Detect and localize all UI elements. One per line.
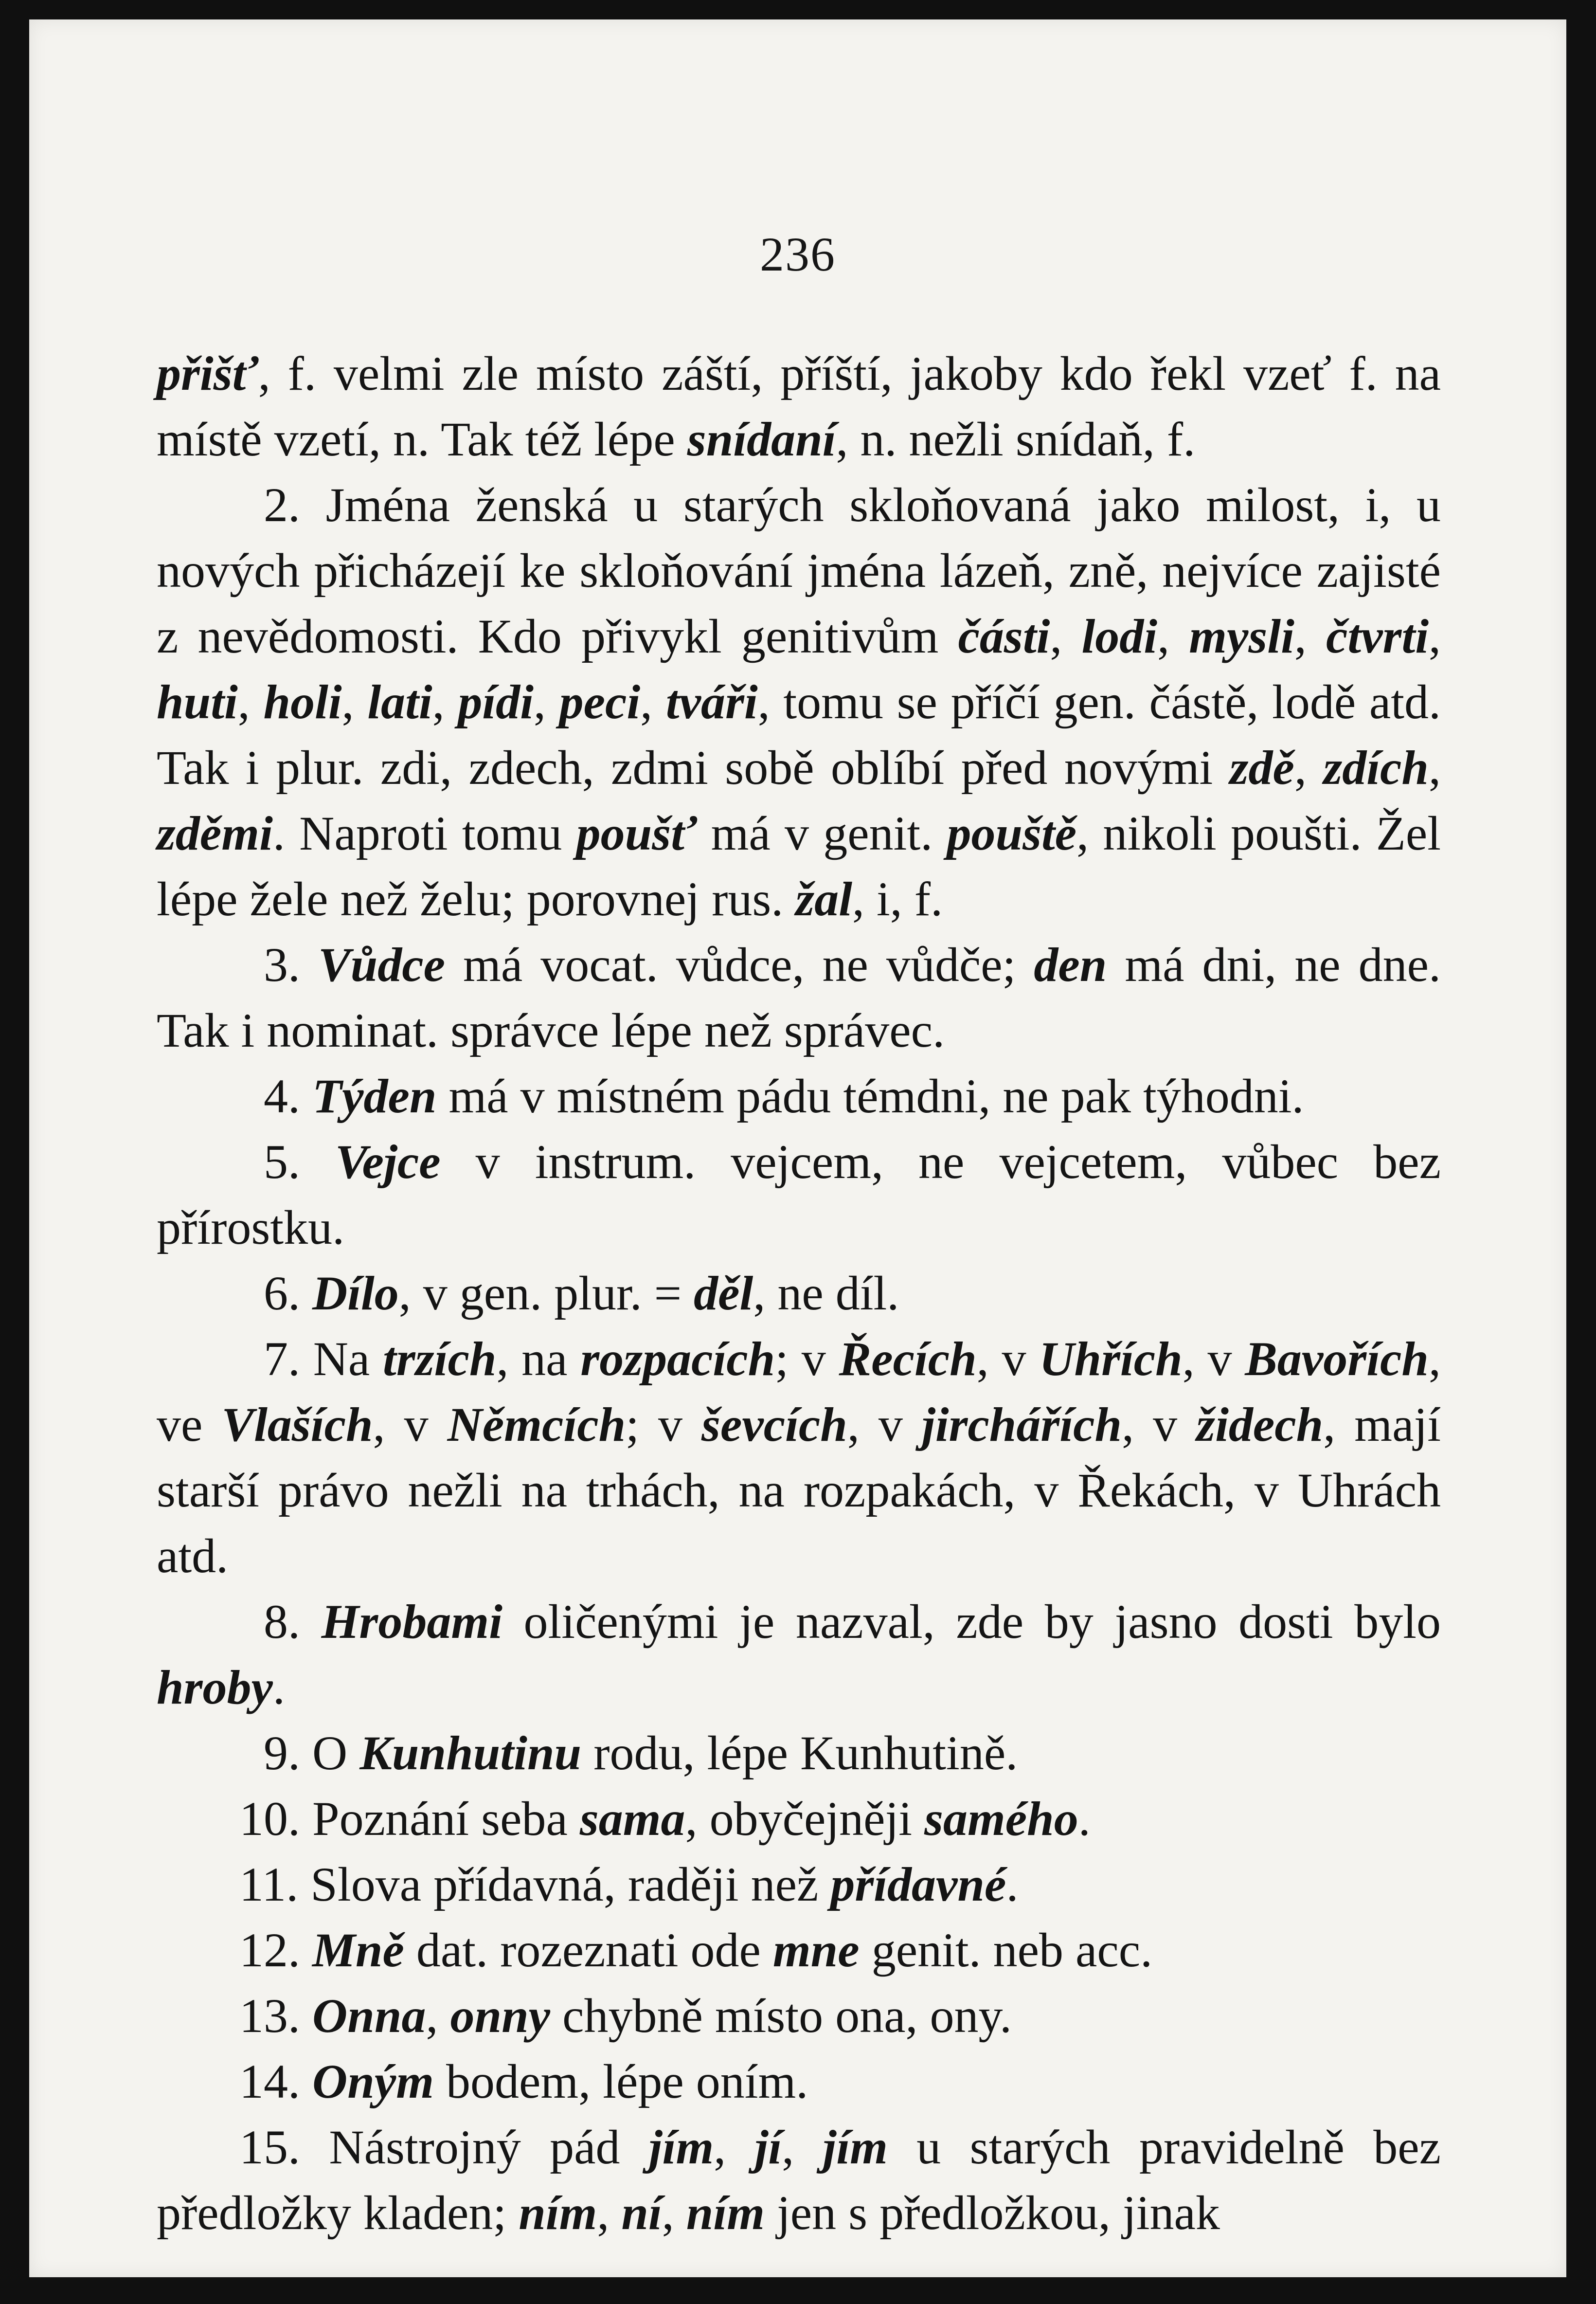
text-run: , tomu se příčí gen. částě, lodě atd. Tak i plur. zdi, zdech, zdmi sobě oblíbí před novými xyxy=(157,675,1441,795)
emphasized-word: části xyxy=(958,609,1050,663)
emphasized-word: Dílo xyxy=(312,1266,399,1320)
text-run: , xyxy=(1429,741,1441,795)
emphasized-word: hroby xyxy=(157,1660,273,1714)
text-run: v instrum. vejcem, ne vejcetem, vůbec bez přírostku. xyxy=(157,1135,1441,1254)
emphasized-word: Němcích xyxy=(447,1397,626,1451)
text-run: , v xyxy=(847,1397,922,1451)
emphasized-word: Vlaších xyxy=(221,1397,373,1451)
paragraph xyxy=(157,2049,1441,2114)
emphasized-word: Onna xyxy=(312,1989,426,2043)
page-number: 236 xyxy=(760,227,836,281)
text-run: . Naproti tomu xyxy=(272,806,576,860)
body-text xyxy=(157,341,1441,2246)
text-run: , obyčejněji xyxy=(685,1792,925,1846)
text-run: , xyxy=(341,675,368,729)
emphasized-word: Hrobami xyxy=(321,1595,502,1649)
text-run: 8. xyxy=(264,1595,322,1649)
text-run: 3. xyxy=(264,938,318,992)
text-run: , v gen. plur. = xyxy=(398,1266,694,1320)
emphasized-word: ním xyxy=(686,2186,765,2240)
emphasized-word: samého xyxy=(924,1792,1078,1846)
emphasized-word: sama xyxy=(579,1792,685,1846)
emphasized-word: Mně xyxy=(312,1923,404,1977)
emphasized-word: ním xyxy=(519,2186,597,2240)
paragraph xyxy=(157,2114,1441,2246)
text-run: , mají starší právo nežli na trhách, na rozpakách, v Řekách, v Uhrách atd. xyxy=(157,1397,1441,1583)
text-run: . xyxy=(1006,1857,1019,1911)
emphasized-word: onny xyxy=(450,1989,551,2043)
emphasized-word: snídaní xyxy=(687,412,836,466)
emphasized-word: zdě xyxy=(1229,741,1294,795)
text-run: , xyxy=(426,1989,450,2043)
text-run: , xyxy=(432,675,458,729)
emphasized-word: mysli xyxy=(1189,609,1294,663)
text-run: 12. xyxy=(239,1923,312,1977)
text-run: genit. neb acc. xyxy=(859,1923,1153,1977)
paragraph xyxy=(157,472,1441,932)
emphasized-word: zdích xyxy=(1323,741,1429,795)
emphasized-word: Bavořích xyxy=(1245,1332,1429,1386)
emphasized-word: lati xyxy=(367,675,432,729)
emphasized-word: židech xyxy=(1196,1397,1324,1451)
text-run: dat. rozeznati ode xyxy=(404,1923,773,1977)
emphasized-word: peci xyxy=(559,675,641,729)
text-run: , xyxy=(597,2186,622,2240)
emphasized-word: žal xyxy=(795,872,852,926)
text-run: 2. Jména ženská u starých skloňovaná jako milost, i, u nových přicházejí ke skloňování jména lázeň, zně, nejvíce zajisté z nevědomosti. Kdo přivykl genitivům xyxy=(157,478,1441,663)
text-run: . xyxy=(1078,1792,1091,1846)
text-run: má v místném pádu témdni, ne pak týhodni. xyxy=(436,1069,1304,1123)
text-run: , v xyxy=(373,1397,448,1451)
emphasized-word: trzích xyxy=(383,1332,497,1386)
emphasized-word: Týden xyxy=(312,1069,437,1123)
text-run: , xyxy=(714,2120,755,2174)
emphasized-word: lodi xyxy=(1081,609,1158,663)
text-run: , n. nežli snídaň, f. xyxy=(836,412,1196,466)
emphasized-word: den xyxy=(1034,938,1107,992)
emphasized-word: jím xyxy=(648,2120,714,2174)
emphasized-word: přišť xyxy=(157,346,258,400)
text-run: , xyxy=(640,675,666,729)
text-run: , nikoli poušti. Žel lépe žele než želu; porovnej rus. xyxy=(157,806,1441,926)
text-run: 5. xyxy=(264,1135,336,1189)
text-run: , xyxy=(237,675,264,729)
paragraph xyxy=(157,932,1441,1063)
text-run: rodu, lépe Kunhutině. xyxy=(581,1726,1018,1780)
emphasized-word: ní xyxy=(621,2186,662,2240)
text-run: , na xyxy=(496,1332,581,1386)
text-run: , ne díl. xyxy=(753,1266,899,1320)
text-run: 9. O xyxy=(264,1726,360,1780)
emphasized-word: děl xyxy=(694,1266,753,1320)
emphasized-word: mne xyxy=(772,1923,860,1977)
text-run: ; v xyxy=(626,1397,702,1451)
text-run: 7. Na xyxy=(264,1332,383,1386)
emphasized-word: zděmi xyxy=(157,806,273,860)
emphasized-word: přídavné xyxy=(830,1857,1006,1911)
emphasized-word: jí xyxy=(754,2120,782,2174)
text-run: oličenými je nazval, zde by jasno dosti bylo xyxy=(502,1595,1441,1649)
paragraph xyxy=(157,1129,1441,1260)
text-run: , v xyxy=(1122,1397,1197,1451)
text-run: 11. Slova přídavná, raději než xyxy=(239,1857,831,1911)
paragraph xyxy=(157,1786,1441,1851)
text-run: , xyxy=(662,2186,686,2240)
text-run: jen s předložkou, jinak xyxy=(764,2186,1220,2240)
text-run: , xyxy=(1050,609,1082,663)
text-run: , ve xyxy=(157,1332,1441,1451)
book-page xyxy=(29,19,1566,2277)
paragraph xyxy=(157,1326,1441,1589)
paragraph xyxy=(157,1720,1441,1786)
text-run: 6. xyxy=(264,1266,312,1320)
paragraph xyxy=(157,1851,1441,1917)
text-run: chybně místo ona, ony. xyxy=(550,1989,1012,2043)
text-run: 10. Poznání seba xyxy=(239,1792,580,1846)
text-run: 15. Nástrojný pád xyxy=(239,2120,649,2174)
emphasized-word: poušť xyxy=(576,806,697,860)
emphasized-word: pídi xyxy=(458,675,534,729)
text-run: , xyxy=(1294,609,1326,663)
text-run: , xyxy=(533,675,559,729)
text-run: má vocat. vůdce, ne vůdče; xyxy=(445,938,1034,992)
emphasized-word: jirchářích xyxy=(921,1397,1122,1451)
emphasized-word: rozpacích xyxy=(580,1332,775,1386)
paragraph xyxy=(157,1063,1441,1129)
text-run: ; v xyxy=(775,1332,839,1386)
text-run: bodem, lépe oním. xyxy=(434,2054,808,2108)
text-run: u starých pravidelně bez předložky kladen; xyxy=(157,2120,1441,2240)
emphasized-word: čtvrti xyxy=(1326,609,1429,663)
text-run: , v xyxy=(1182,1332,1245,1386)
text-run: 14. xyxy=(239,2054,312,2108)
text-run: , xyxy=(782,2120,823,2174)
text-run: , f. velmi zle místo záští, příští, jakoby kdo řekl vzeť f. na místě vzetí, n. Tak též lépe xyxy=(157,346,1441,466)
text-run: , xyxy=(1429,609,1441,663)
text-run: , xyxy=(1294,741,1324,795)
emphasized-word: Uhřích xyxy=(1039,1332,1183,1386)
emphasized-word: pouště xyxy=(947,806,1077,860)
text-run: , v xyxy=(976,1332,1040,1386)
text-run: , i, f. xyxy=(852,872,943,926)
text-run: , xyxy=(1157,609,1189,663)
emphasized-word: Oným xyxy=(312,2054,434,2108)
emphasized-word: Řecích xyxy=(839,1332,977,1386)
paragraph xyxy=(157,1983,1441,2049)
text-run: má v genit. xyxy=(697,806,947,860)
paragraph xyxy=(157,1917,1441,1983)
text-run: 13. xyxy=(239,1989,312,2043)
paragraph xyxy=(157,1260,1441,1326)
text-run: 4. xyxy=(264,1069,312,1123)
paragraph xyxy=(157,1589,1441,1720)
emphasized-word: ševcích xyxy=(701,1397,847,1451)
emphasized-word: huti xyxy=(157,675,238,729)
emphasized-word: jím xyxy=(823,2120,888,2174)
text-run: . xyxy=(272,1660,285,1714)
emphasized-word: tváři xyxy=(665,675,758,729)
emphasized-word: Vejce xyxy=(335,1135,441,1189)
paragraph xyxy=(157,341,1441,472)
emphasized-word: holi xyxy=(263,675,342,729)
emphasized-word: Vůdce xyxy=(318,938,446,992)
emphasized-word: Kunhutinu xyxy=(359,1726,582,1780)
text-run: má dni, ne dne. Tak i nominat. správce lépe než správec. xyxy=(157,938,1441,1057)
